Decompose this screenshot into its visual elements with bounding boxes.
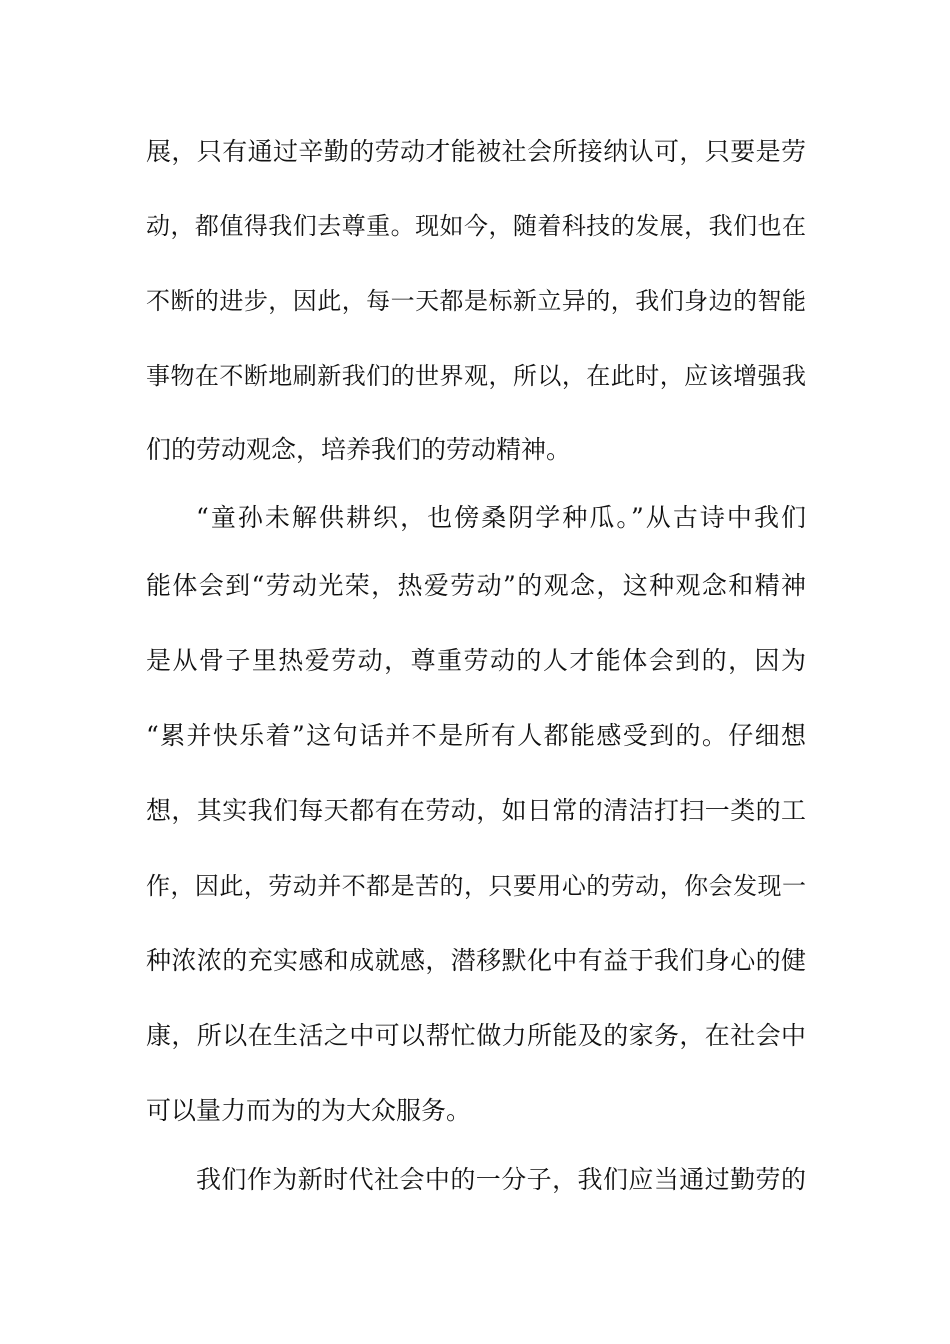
text-line-3: 不断的进步，因此，每一天都是标新立异的，我们身边的智能 <box>146 287 806 315</box>
text-line-13: 康，所以在生活之中可以帮忙做力所能及的家务，在社会中 <box>146 1021 806 1050</box>
text-line-11: 作，因此，劳动并不都是苦的，只要用心的劳动，你会发现一 <box>146 872 806 900</box>
text-line-14: 可以量力而为的为大众服务。 <box>146 1096 472 1125</box>
text-line-4: 事物在不断地刷新我们的世界观，所以，在此时，应该增强我 <box>146 362 806 390</box>
text-line-9: “累并快乐着”这句话并不是所有人都能感受到的。仔细想 <box>146 721 806 750</box>
text-line-10: 想，其实我们每天都有在劳动，如日常的清洁打扫一类的工 <box>146 796 806 825</box>
text-line-1: 展，只有通过辛勤的劳动才能被社会所接纳认可，只要是劳 <box>146 137 806 166</box>
text-line-7: 能体会到“劳动光荣，热爱劳动”的观念，这种观念和精神 <box>146 571 806 600</box>
text-line-2: 动，都值得我们去尊重。现如今，随着科技的发展，我们也在 <box>146 212 806 240</box>
text-line-6: “童孙未解供耕织，也傍桑阴学种瓜。”从古诗中我们 <box>196 503 806 532</box>
text-line-5: 们的劳动观念，培养我们的劳动精神。 <box>146 435 572 464</box>
text-line-12: 种浓浓的充实感和成就感，潜移默化中有益于我们身心的健 <box>146 946 806 975</box>
text-line-8: 是从骨子里热爱劳动，尊重劳动的人才能体会到的，因为 <box>146 646 806 675</box>
text-line-15: 我们作为新时代社会中的一分子，我们应当通过勤劳的 <box>196 1165 806 1194</box>
